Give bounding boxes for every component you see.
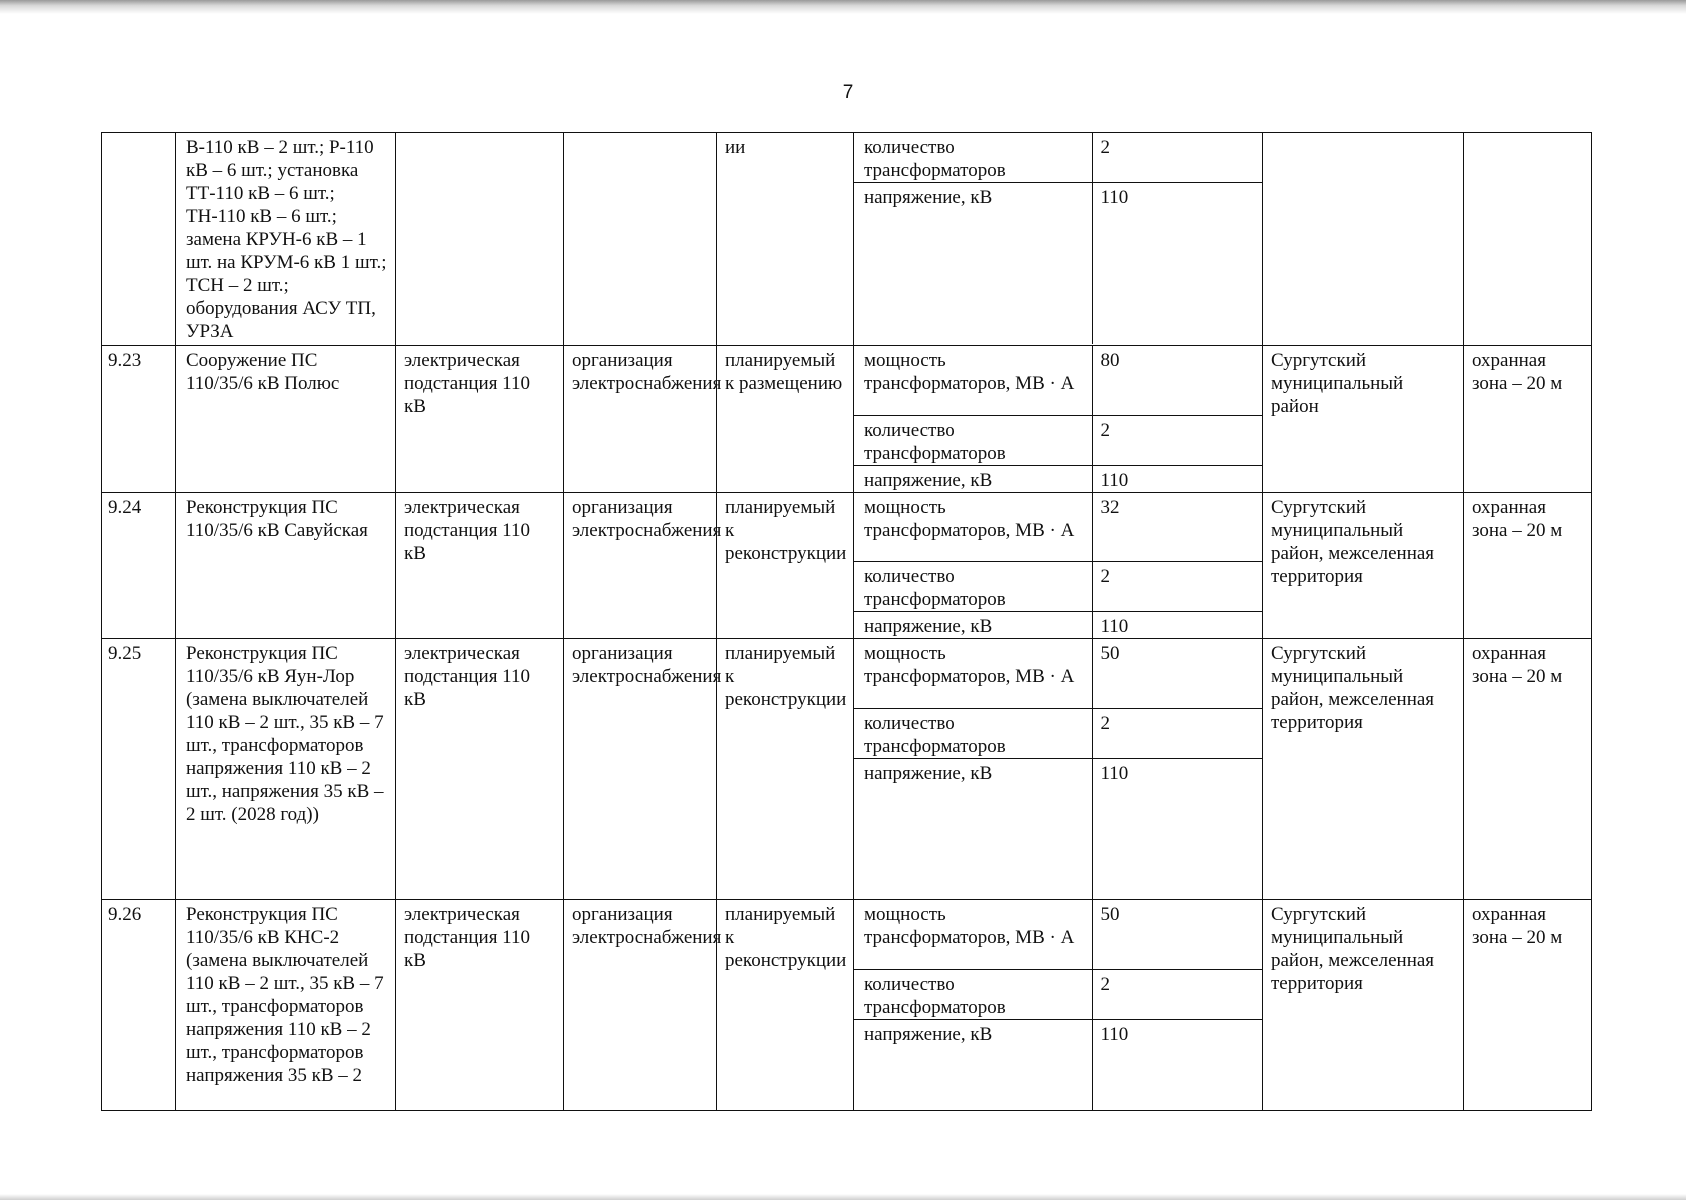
- parameters-cell: [854, 639, 1263, 900]
- parameters-table: [854, 346, 1262, 492]
- zone-cell: охранная зона – 20 м: [1464, 639, 1592, 900]
- parameter-value: 110: [1100, 762, 1129, 784]
- parameter-row: [854, 465, 1262, 492]
- row-number-cell: 9.25: [102, 639, 176, 900]
- location-cell: Сургутский муниципальный район, межселенная территория: [1263, 639, 1464, 900]
- parameter-row: [854, 639, 1262, 708]
- location-cell: Сургутский муниципальный район, межселенная территория: [1263, 492, 1464, 639]
- parameter-label: напряжение, кВ: [854, 183, 1092, 344]
- parameter-row: [854, 415, 1262, 465]
- row-number-cell: 9.26: [102, 900, 176, 1111]
- parameter-label: напряжение, кВ: [854, 612, 1092, 639]
- table-row: [102, 900, 1592, 1111]
- parameter-value: 110: [1100, 187, 1129, 208]
- parameter-row: [854, 612, 1262, 639]
- zone-cell: охранная зона – 20 м: [1464, 492, 1592, 639]
- parameter-label: количество трансформаторов: [854, 708, 1092, 758]
- object-status-cell: ии: [717, 133, 854, 346]
- zone-cell: [1464, 133, 1592, 346]
- parameter-row: [854, 562, 1262, 612]
- object-name-cell: Реконструкция ПС 110/35/6 кВ КНС-2 (замена выключателей 110 кВ – 2 шт., 35 кВ – 7 шт., трансформаторов напряжения 110 кВ – 2 шт., трансформаторов напряжения 35 кВ – 2: [176, 900, 396, 1111]
- object-name-cell: Реконструкция ПС 110/35/6 кВ Савуйская: [176, 492, 396, 639]
- object-status-cell: планируемый к реконструкции: [717, 639, 854, 900]
- object-status-cell: планируемый к реконструкции: [717, 492, 854, 639]
- parameter-value: 110: [1100, 469, 1129, 491]
- parameters-table: [854, 133, 1262, 344]
- parameter-value: 80: [1092, 346, 1262, 415]
- objects-table: [101, 132, 1592, 1111]
- table-row: [102, 133, 1592, 346]
- scan-edge-bottom: [0, 1194, 1686, 1200]
- object-type-cell: электрическая подстанция 110 кВ: [396, 639, 564, 900]
- location-cell: Сургутский муниципальный район: [1263, 346, 1464, 493]
- parameter-label: напряжение, кВ: [854, 758, 1092, 899]
- parameter-label: напряжение, кВ: [854, 465, 1092, 492]
- parameter-value: 2: [1092, 562, 1262, 612]
- parameters-cell: [854, 492, 1263, 639]
- table-row: [102, 639, 1592, 900]
- parameter-row: [854, 133, 1262, 183]
- parameters-table: [854, 639, 1262, 899]
- zone-cell: охранная зона – 20 м: [1464, 900, 1592, 1111]
- parameters-table: [854, 493, 1262, 639]
- parameter-value: 32: [1092, 493, 1262, 562]
- page-number: 7: [842, 82, 854, 103]
- object-name-cell: В-110 кВ – 2 шт.; Р-110 кВ – 6 шт.; установка ТТ-110 кВ – 6 шт.; ТН-110 кВ – 6 шт.; замена КРУН-6 кВ – 1 шт. на КРУМ-6 кВ 1 шт.; ТСН – 2 шт.; оборудования АСУ ТП, УРЗА: [176, 133, 396, 346]
- row-number-cell: 9.24: [102, 492, 176, 639]
- table-row: [102, 492, 1592, 639]
- parameter-value: 2: [1092, 415, 1262, 465]
- parameter-value: 50: [1092, 639, 1262, 708]
- parameter-value: 50: [1092, 900, 1262, 969]
- zone-cell: охранная зона – 20 м: [1464, 346, 1592, 493]
- parameter-row: [854, 1019, 1262, 1110]
- scan-edge-top: [0, 0, 1686, 14]
- parameter-label: напряжение, кВ: [854, 1019, 1092, 1110]
- table-row: [102, 346, 1592, 493]
- object-purpose-cell: организация электроснабжения: [564, 900, 717, 1111]
- parameters-cell: [854, 900, 1263, 1111]
- row-number-cell: 9.23: [102, 346, 176, 493]
- parameter-value: 110: [1100, 616, 1129, 637]
- object-purpose-cell: организация электроснабжения: [564, 639, 717, 900]
- parameter-label: количество трансформаторов: [854, 415, 1092, 465]
- parameter-row: [854, 758, 1262, 899]
- location-cell: [1263, 133, 1464, 346]
- parameter-row: [854, 900, 1262, 969]
- object-purpose-cell: организация электроснабжения: [564, 346, 717, 493]
- parameter-label: мощность трансформаторов, МВ · А: [854, 639, 1092, 708]
- object-type-cell: [396, 133, 564, 346]
- parameter-row: [854, 708, 1262, 758]
- object-type-cell: электрическая подстанция 110 кВ: [396, 346, 564, 493]
- location-cell: Сургутский муниципальный район, межселенная территория: [1263, 900, 1464, 1111]
- parameters-cell: [854, 346, 1263, 493]
- row-number-cell: [102, 133, 176, 346]
- object-name-cell: Сооружение ПС 110/35/6 кВ Полюс: [176, 346, 396, 493]
- object-status-cell: планируемый к размещению: [717, 346, 854, 493]
- object-type-cell: электрическая подстанция 110 кВ: [396, 900, 564, 1111]
- object-name-cell: Реконструкция ПС 110/35/6 кВ Яун-Лор (замена выключателей 110 кВ – 2 шт., 35 кВ – 7 шт., трансформаторов напряжения 110 кВ – 2 шт., напряжения 35 кВ – 2 шт. (2028 год)): [176, 639, 396, 900]
- parameter-value: 2: [1092, 969, 1262, 1019]
- parameter-label: мощность трансформаторов, МВ · А: [854, 493, 1092, 562]
- parameter-label: количество трансформаторов: [854, 562, 1092, 612]
- object-type-cell: электрическая подстанция 110 кВ: [396, 492, 564, 639]
- object-purpose-cell: [564, 133, 717, 346]
- parameter-label: количество трансформаторов: [854, 133, 1092, 183]
- parameter-label: количество трансформаторов: [854, 969, 1092, 1019]
- parameter-row: [854, 346, 1262, 415]
- parameter-label: мощность трансформаторов, МВ · А: [854, 900, 1092, 969]
- parameters-table: [854, 900, 1262, 1110]
- object-purpose-cell: организация электроснабжения: [564, 492, 717, 639]
- object-status-cell: планируемый к реконструкции: [717, 900, 854, 1111]
- parameter-value: 2: [1092, 133, 1262, 183]
- parameter-row: [854, 969, 1262, 1019]
- parameters-cell: [854, 133, 1263, 346]
- parameter-value: 2: [1092, 708, 1262, 758]
- parameter-row: [854, 493, 1262, 562]
- parameter-label: мощность трансформаторов, МВ · А: [854, 346, 1092, 415]
- parameter-row: [854, 183, 1262, 344]
- parameter-value: 110: [1100, 1023, 1129, 1045]
